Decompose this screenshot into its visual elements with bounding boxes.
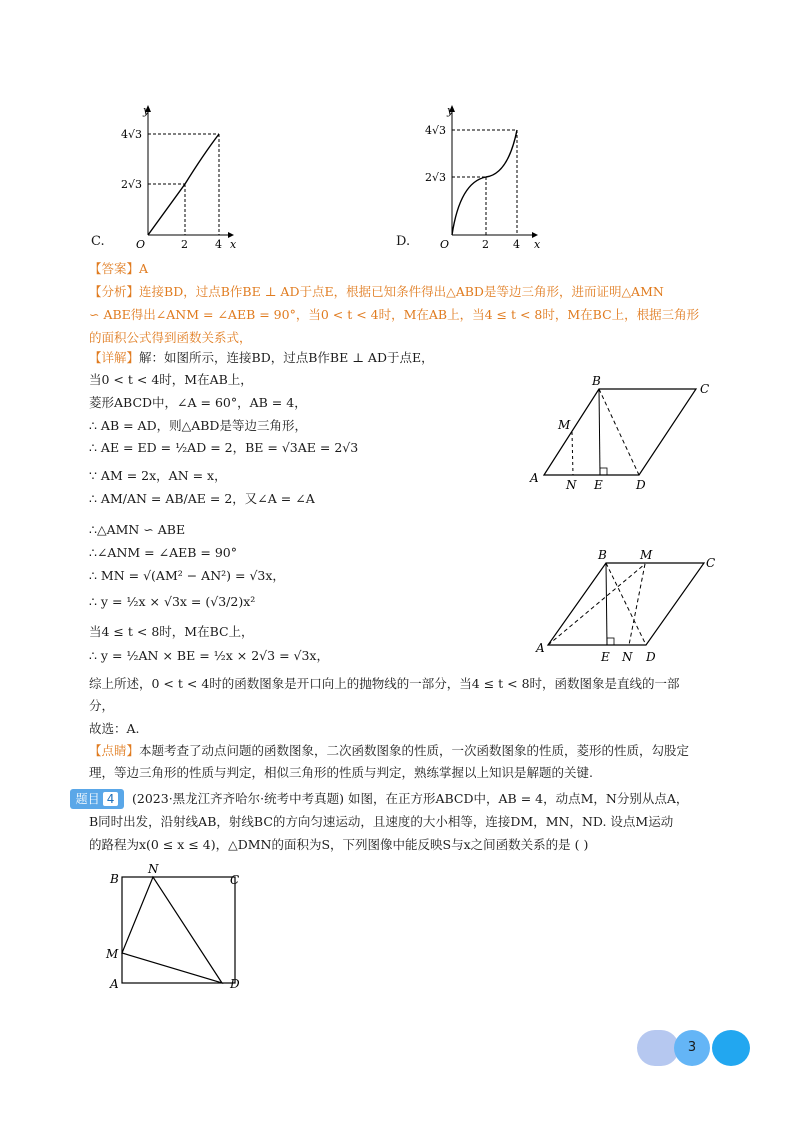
choice-c-axes bbox=[145, 105, 234, 238]
segment-mn bbox=[572, 432, 573, 475]
label-m: M bbox=[558, 418, 571, 432]
choice-d-label: D. bbox=[396, 234, 411, 249]
comment-text: 本题考查了动点问题的函数图象，二次函数图象的性质，一次函数图象的性质，菱形的性质，勾股定 bbox=[139, 743, 690, 758]
label-d: D bbox=[646, 650, 656, 664]
axis-x-label: x bbox=[534, 238, 541, 251]
segment-mn bbox=[629, 564, 645, 645]
height-be bbox=[599, 389, 600, 475]
analysis-line: ∽ ABE得出∠ANM = ∠AEB = 90°，当0 < t < 4时，M在AB上，当4 ≤ t < 8时，M在BC上，根据三角形 bbox=[89, 307, 700, 322]
triangle-dmn bbox=[122, 877, 222, 983]
detail-text: 解：如图所示，连接BD，过点B作BE ⊥ AD于点E， bbox=[139, 350, 434, 365]
page-decoration-left bbox=[637, 1030, 679, 1066]
question-line: B同时出发，沿射线AB，射线BC的方向匀速运动，且速度的大小相等，连接DM，MN，ND. 设点M运动 bbox=[89, 814, 674, 829]
comment-line bbox=[89, 741, 689, 761]
detail-line: ∴ y = ½x × √3x = (√3/2)x² bbox=[89, 594, 256, 609]
figure-1-rhombus bbox=[522, 375, 722, 490]
page-number: 3 bbox=[674, 1030, 710, 1066]
right-angle-mark bbox=[600, 468, 607, 475]
label-b: B bbox=[110, 872, 119, 886]
detail-line: ∴ AE = ED = ½AD = 2，BE = √3AE = 2√3 bbox=[89, 440, 359, 455]
figure-3-square bbox=[100, 862, 260, 992]
question-badge bbox=[70, 789, 124, 809]
label-d: D bbox=[636, 478, 646, 490]
analysis-tag: 【分析】 bbox=[89, 284, 140, 299]
tick-2: 2 bbox=[482, 238, 489, 251]
detail-line: ∴ AB = AD，则△ABD是等边三角形， bbox=[89, 418, 307, 433]
question-number: 4 bbox=[103, 792, 119, 806]
diagonal-bd bbox=[599, 389, 639, 475]
question-badge-label: 题目 bbox=[75, 792, 100, 806]
page-decoration-right bbox=[712, 1030, 750, 1066]
label-a: A bbox=[530, 471, 539, 485]
square-outline bbox=[122, 877, 235, 983]
label-c: C bbox=[230, 873, 240, 887]
analysis-line bbox=[89, 282, 664, 302]
label-m: M bbox=[640, 548, 653, 562]
tick-2sqrt3: 2√3 bbox=[121, 178, 143, 191]
origin-label: O bbox=[440, 238, 450, 251]
detail-line: ∵ AM = 2x，AN = x， bbox=[89, 468, 227, 483]
height-be bbox=[606, 563, 607, 645]
label-a: A bbox=[536, 641, 545, 655]
detail-line: 故选：A. bbox=[89, 721, 140, 736]
rhombus-outline bbox=[544, 389, 696, 475]
tick-2sqrt3: 2√3 bbox=[425, 171, 447, 184]
label-e: E bbox=[601, 650, 610, 664]
label-b: B bbox=[592, 375, 601, 388]
choice-d-axes bbox=[449, 105, 538, 238]
tick-4: 4 bbox=[513, 238, 520, 251]
label-c: C bbox=[700, 382, 710, 396]
label-e: E bbox=[594, 478, 603, 490]
tick-4sqrt3: 4√3 bbox=[121, 128, 143, 141]
label-d: D bbox=[230, 977, 240, 991]
detail-line: ∴ AM/AN = AB/AE = 2，又∠A = ∠A bbox=[89, 491, 315, 506]
detail-line: 菱形ABCD中，∠A = 60°，AB = 4， bbox=[89, 395, 307, 410]
label-a: A bbox=[110, 977, 119, 991]
detail-line: 当0 < t < 4时，M在AB上， bbox=[89, 372, 253, 387]
answer-line bbox=[89, 259, 148, 279]
detail-tag: 【详解】 bbox=[89, 350, 140, 365]
detail-line bbox=[89, 348, 434, 368]
label-n: N bbox=[622, 650, 633, 664]
axis-y-label: y bbox=[447, 104, 454, 117]
origin-label: O bbox=[136, 238, 146, 251]
choice-d-curve bbox=[452, 130, 517, 235]
question-line: 的路程为x(0 ≤ x ≤ 4)，△DMN的面积为S，下列图像中能反映S与x之间函数关系的是 ( ) bbox=[89, 837, 589, 852]
comment-tag: 【点睛】 bbox=[89, 743, 140, 758]
axis-x-label: x bbox=[230, 238, 237, 251]
choice-c-label: C. bbox=[91, 234, 105, 249]
tick-2: 2 bbox=[181, 238, 188, 251]
label-m: M bbox=[106, 947, 119, 961]
axis-y-label: y bbox=[143, 104, 150, 117]
comment-line: 理，等边三角形的性质与判定，相似三角形的性质与判定，熟练掌握以上知识是解题的关键. bbox=[89, 765, 593, 780]
diagonal-bd bbox=[606, 563, 646, 645]
detail-line: 当4 ≤ t < 8时，M在BC上， bbox=[89, 624, 254, 639]
analysis-line: 的面积公式得到函数关系式， bbox=[89, 330, 252, 345]
label-c: C bbox=[706, 556, 716, 570]
analysis-text: 连接BD，过点B作BE ⊥ AD于点E，根据已知条件得出△ABD是等边三角形，进而证明△AMN bbox=[139, 284, 664, 299]
tick-4sqrt3: 4√3 bbox=[425, 124, 447, 137]
figure-2-rhombus bbox=[530, 545, 730, 665]
answer-value: A bbox=[139, 261, 149, 276]
label-b: B bbox=[598, 548, 607, 562]
choice-d-graph bbox=[392, 100, 562, 255]
detail-line: ∴∠ANM = ∠AEB = 90° bbox=[89, 545, 237, 560]
detail-line: ∴△AMN ∽ ABE bbox=[89, 522, 186, 537]
detail-line: 综上所述，0 < t < 4时的函数图象是开口向上的抛物线的一部分，当4 ≤ t < 8时，函数图象是直线的一部 bbox=[89, 676, 680, 691]
choice-c-graph bbox=[88, 100, 258, 255]
detail-line: ∴ MN = √(AM² − AN²) = √3x， bbox=[89, 568, 285, 583]
detail-line: 分， bbox=[89, 698, 115, 713]
answer-tag: 【答案】 bbox=[89, 261, 140, 276]
detail-line: ∴ y = ½AN × BE = ½x × 2√3 = √3x， bbox=[89, 648, 329, 663]
tick-4: 4 bbox=[215, 238, 222, 251]
label-n: N bbox=[148, 862, 159, 876]
question-line: (2023·黑龙江齐齐哈尔·统考中考真题) 如图，在正方形ABCD中，AB = 4，动点M，N分别从点A， bbox=[132, 791, 689, 806]
right-angle-mark bbox=[607, 638, 614, 645]
label-n: N bbox=[566, 478, 577, 490]
